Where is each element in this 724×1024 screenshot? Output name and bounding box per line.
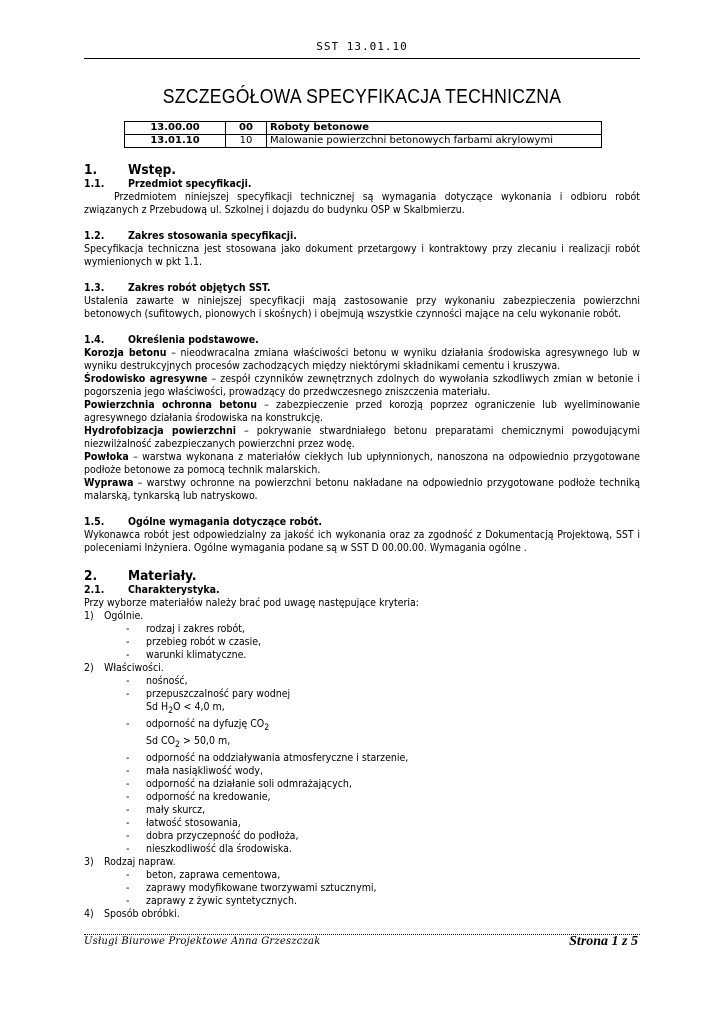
definition-item: Hydrofobizacja powierzchni – pokrywanie stwardniałego betonu preparatami chemicznymi powodującymi niezwilżalność zabezpieczanych powierzchni przez wodę. <box>84 425 641 450</box>
footer-rule <box>84 934 640 935</box>
section-text-1-3: Ustalenia zawarte w niniejszej specyfikacji mają zastosowanie przy wykonaniu zabezpieczenia powierzchni betonowych (sufitowych, pionowych i skośnych) i obejmują wszystkie czynności mające na celu wykonanie robót. <box>84 295 640 320</box>
section-text-1-5: Wykonawca robót jest odpowiedzialny za jakość ich wykonania oraz za zgodność z Dokumentacją Projektową, SST i poleceniami Inżyniera. Ogólne wymagania podane są w SST D 00.00.00. Wymagania ogólne . <box>84 529 640 554</box>
list-item: 3) Rodzaj napraw. <box>84 856 176 869</box>
spec-code-table <box>124 121 602 148</box>
section-heading-2-1: 2.1. Charakterystyka. <box>84 584 220 596</box>
definition-item: Powierzchnia ochronna betonu – zabezpieczenie przed korozją poprzez ograniczenie lub wyeliminowanie agresywnego działania środowiska na konstrukcję. <box>84 399 640 424</box>
list-item: - odporność na oddziaływania atmosferyczne i starzenie, <box>84 752 640 765</box>
list-item: 1) Ogólnie. <box>84 610 144 622</box>
list-item: - łatwość stosowania, <box>84 817 640 830</box>
list-item: - zaprawy modyfikowane tworzywami sztucznymi, <box>84 882 640 895</box>
definition-item: Wyprawa – warstwy ochronne na powierzchni betonu nakładane na odpowiednio przygotowane podłoże techniką malarską, tynkarską lub natryskowo. <box>84 477 640 502</box>
list-item: - dobra przyczepność do podłoża, <box>84 830 640 843</box>
list-item: - odporność na działanie soli odmrażających, <box>84 778 640 791</box>
spec-code: 13.00.00 <box>125 122 226 135</box>
list-item: - przepuszczalność pary wodnej <box>84 688 640 701</box>
spec-number: 10 <box>226 135 267 148</box>
list-item: - beton, zaprawa cementowa, <box>84 869 640 882</box>
list-item: - nośność, <box>84 675 640 688</box>
table-row <box>125 122 602 135</box>
definition-item: Korozja betonu – nieodwracalna zmiana właściwości betonu w wyniku działania środowiska agresywnego lub w wyniku destrukcyjnych procesów zachodzących między niektórymi składnikami cementu i kruszywa. <box>84 347 640 372</box>
definition-item: Powłoka – warstwa wykonana z materiałów ciekłych lub upłynnionych, nanoszona na odpowiednio przygotowane podłoże betonowe za pomocą technik malarskich. <box>84 451 640 476</box>
spec-number: 00 <box>226 122 267 135</box>
spec-code: 13.01.10 <box>125 135 226 148</box>
page-number: Strona 1 z 5 <box>569 934 638 949</box>
list-item: - warunki klimatyczne. <box>84 649 640 662</box>
section-heading-2: 2. Materiały. <box>84 568 197 584</box>
section-text-1-1: Przedmiotem niniejszej specyfikacji technicznej są wymagania dotyczące wykonania i odbioru robót związanych z Przebudową ul. Szkolnej i dojazdu do budynku OSP w Skalbmierzu. <box>84 191 640 216</box>
document-body <box>84 162 640 921</box>
list-item: - odporność na kredowanie, <box>84 791 640 804</box>
page-header: SST 13.01.10 <box>316 40 408 53</box>
list-subitem: Sd $CO_2 > 50,0$ m, <box>146 735 231 751</box>
section-heading-1-1: 1.1. Przedmiot specyfikacji. <box>84 178 252 190</box>
definition-item: Środowisko agresywne – zespół czynników zewnętrznych zdolnych do wywołania szkodliwych zmian w betonie i pogorszenia jego właściwości, prowadzący do przedwczesnego zniszczenia materiału. <box>84 373 640 398</box>
list-item: - zaprawy z żywic syntetycznych. <box>84 895 640 908</box>
footer-company: Usługi Biurowe Projektowe Anna Grzeszczak <box>84 936 321 947</box>
section-heading-1: 1. Wstęp. <box>84 162 176 178</box>
list-item: - rodzaj i zakres robót, <box>84 623 640 636</box>
section-heading-1-4: 1.4. Określenia podstawowe. <box>84 334 259 346</box>
header-rule <box>84 58 640 59</box>
spec-description: Malowanie powierzchni betonowych farbami akrylowymi <box>267 135 602 148</box>
list-item: 2) Właściwości. <box>84 662 164 674</box>
list-item: - mały skurcz, <box>84 804 640 817</box>
list-item: - odporność na dyfuzję $CO_2$ <box>84 718 640 735</box>
section-text-1-2: Specyfikacja techniczna jest stosowana jako dokument przetargowy i kontraktowy przy zlecaniu i realizacji robót wymienionych w pkt 1.1. <box>84 243 640 268</box>
list-item: 4) Sposób obróbki. <box>84 908 180 921</box>
list-item: - nieszkodliwość dla środowiska. <box>84 843 640 856</box>
table-row <box>125 135 602 148</box>
document-title: SZCZEGÓŁOWA SPECYFIKACJA TECHNICZNA <box>162 86 562 108</box>
section-heading-1-2: 1.2. Zakres stosowania specyfikacji. <box>84 230 297 242</box>
list-subitem: Sd $H_2O < 4,0$ m, <box>146 701 225 717</box>
section-intro-2-1: Przy wyborze materiałów należy brać pod uwagę następujące kryteria: <box>84 597 419 609</box>
section-heading-1-5: 1.5. Ogólne wymagania dotyczące robót. <box>84 516 322 528</box>
list-item: - mała nasiąkliwość wody, <box>84 765 640 778</box>
section-heading-1-3: 1.3. Zakres robót objętych SST. <box>84 282 271 294</box>
spec-description: Roboty betonowe <box>267 122 602 135</box>
list-item: - przebieg robót w czasie, <box>84 636 640 649</box>
